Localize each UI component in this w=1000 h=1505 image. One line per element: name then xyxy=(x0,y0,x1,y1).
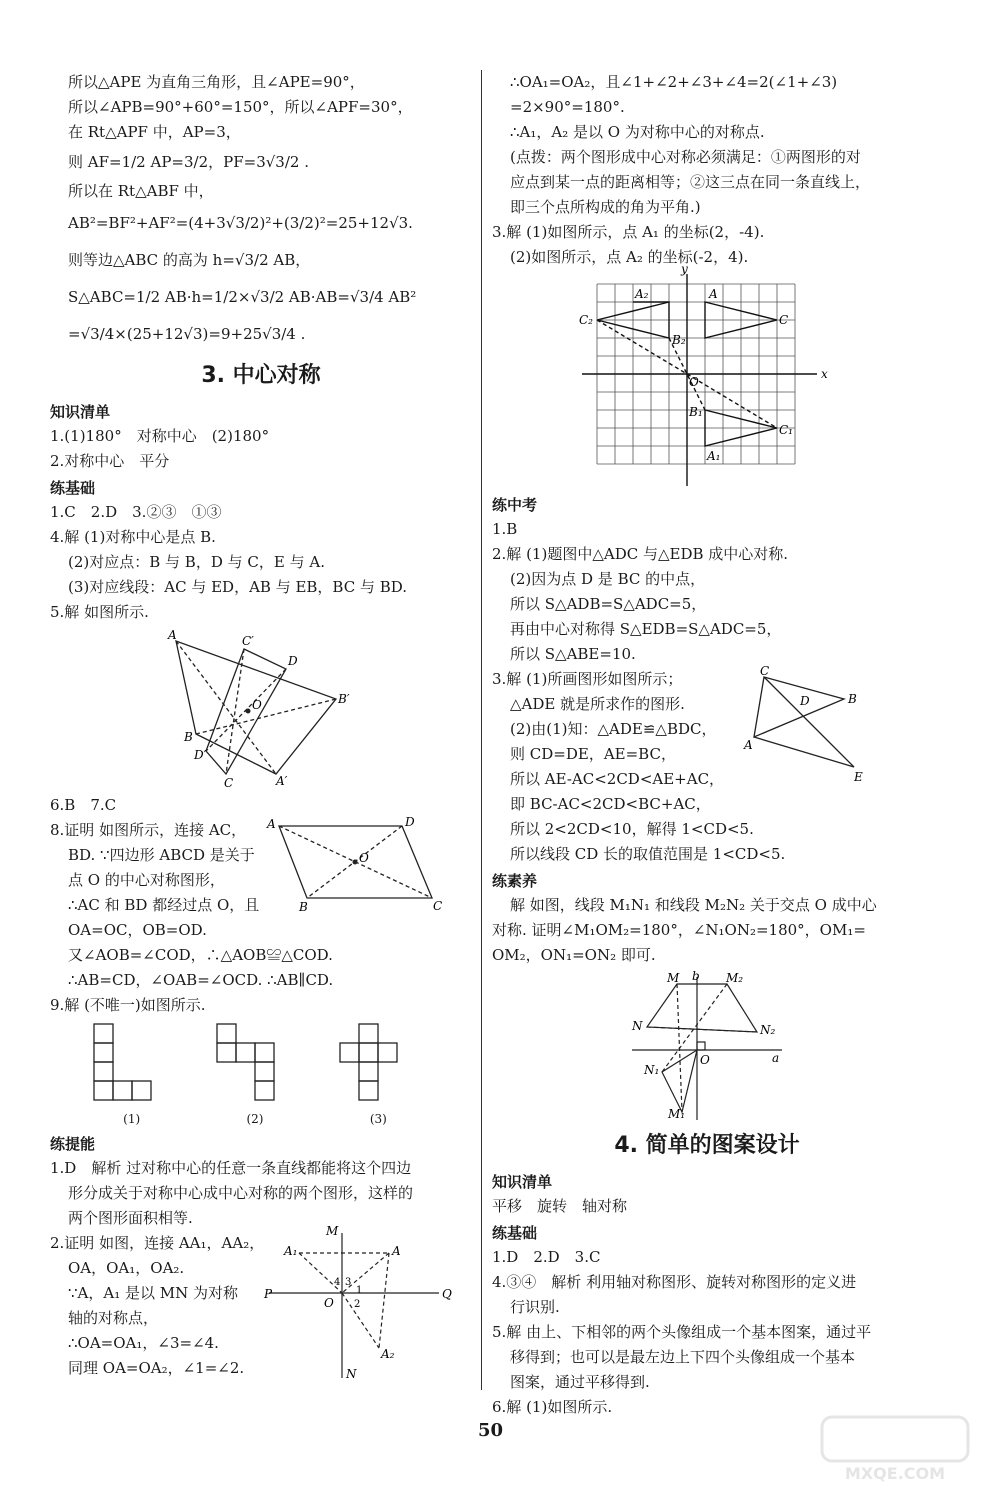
subsection-heading: 练基础 xyxy=(492,1224,538,1242)
figure-label: (3) xyxy=(369,1112,387,1126)
text-line: 所以 S△ABE=10. xyxy=(510,645,636,663)
svg-text:4: 4 xyxy=(334,1277,341,1288)
svg-text:E: E xyxy=(854,770,863,784)
svg-text:A: A xyxy=(744,738,753,752)
segment-symmetry-figure xyxy=(622,969,792,1122)
cube-net-1 xyxy=(92,1022,172,1102)
text-line: 即 BC-AC<2CD<BC+AC， xyxy=(510,795,711,813)
watermark-logo xyxy=(820,1415,970,1485)
text-line: 3.解 (1)所画图形如图所示； xyxy=(492,670,683,688)
page-number: 50 xyxy=(478,1420,504,1441)
cube-net-3 xyxy=(338,1022,418,1102)
svg-text:M: M xyxy=(667,971,680,985)
section-title: 3. 中心对称 xyxy=(201,363,321,388)
svg-text:C: C xyxy=(433,899,443,913)
text-line: BD. ∵四边形 ABCD 是关于 xyxy=(68,846,255,864)
axis-symmetry-figure xyxy=(264,1223,454,1383)
figure-label: (1) xyxy=(123,1112,141,1126)
svg-text:D: D xyxy=(288,654,298,668)
text-line: 2.对称中心 平分 xyxy=(50,452,170,470)
svg-text:C₁: C₁ xyxy=(779,423,793,437)
text-line: 2.证明 如图，连接 AA₁，AA₂， xyxy=(50,1234,265,1252)
svg-text:D: D xyxy=(800,694,810,708)
svg-text:b: b xyxy=(692,969,700,983)
text-line: ∴OA₁=OA₂，且∠1+∠2+∠3+∠4=2(∠1+∠3) xyxy=(510,73,838,91)
parallelogram-figure xyxy=(267,815,443,914)
svg-text:O: O xyxy=(359,851,370,865)
text-line: 6.B 7.C xyxy=(50,796,117,814)
text-line: 平移 旋转 轴对称 xyxy=(492,1197,628,1215)
cube-net-2 xyxy=(215,1022,295,1102)
text-line: ∴AB=CD，∠OAB=∠OCD. ∴AB∥CD. xyxy=(68,971,334,989)
text-line: 形分成关于对称中心成中心对称的两个图形，这样的 xyxy=(68,1184,414,1202)
svg-text:O: O xyxy=(700,1053,710,1067)
text-line: 行识别. xyxy=(510,1298,560,1316)
text-line: 轴的对称点， xyxy=(68,1309,159,1327)
section-title: 4. 简单的图案设计 xyxy=(614,1133,800,1158)
text-line: 1.D 解析 过对称中心的任意一条直线都能将这个四边 xyxy=(50,1159,412,1177)
text-line: 对称. 证明∠M₁OM₂=180°，∠N₁ON₂=180°，OM₁= xyxy=(492,921,866,939)
watermark-text: MXQE.COM xyxy=(844,1464,946,1483)
figure-label: (2) xyxy=(246,1112,264,1126)
text-line: 即三个点所构成的角为平角.) xyxy=(510,198,701,216)
text-line: 1.B xyxy=(492,520,518,538)
svg-text:C: C xyxy=(224,776,234,790)
svg-text:N: N xyxy=(632,1019,643,1033)
svg-text:a: a xyxy=(772,1051,780,1065)
svg-text:D′: D′ xyxy=(194,748,207,762)
svg-text:y: y xyxy=(681,262,688,276)
svg-text:A₁: A₁ xyxy=(284,1244,298,1258)
text-line: 点 O 的中心对称图形， xyxy=(68,871,225,889)
text-line: 解 如图，线段 M₁N₁ 和线段 M₂N₂ 关于交点 O 成中心 xyxy=(510,896,877,914)
svg-text:A: A xyxy=(709,287,718,301)
svg-text:A₁: A₁ xyxy=(707,449,721,463)
subsection-heading: 练素养 xyxy=(492,872,538,890)
svg-text:O: O xyxy=(689,375,699,389)
coordinate-grid-figure xyxy=(577,262,837,489)
text-line: =2×90°=180°. xyxy=(510,98,625,116)
text-line: AB²=BF²+AF²=(4+3√3/2)²+(3/2)²=25+12√3. xyxy=(68,214,413,232)
text-line: 所以线段 CD 长的取值范围是 1<CD<5. xyxy=(510,845,786,863)
svg-text:C₂: C₂ xyxy=(579,313,593,327)
svg-text:B₂: B₂ xyxy=(672,333,686,347)
text-line: 则等边△ABC 的高为 h=√3/2 AB， xyxy=(68,251,311,269)
text-line: ∵A，A₁ 是以 MN 为对称 xyxy=(68,1284,239,1302)
right-column xyxy=(492,70,922,1420)
svg-text:O: O xyxy=(324,1296,335,1310)
text-line: 1.(1)180° 对称中心 (2)180° xyxy=(50,427,270,445)
text-line: 5.解 如图所示. xyxy=(50,603,149,621)
text-line: (2)对应点：B 与 B，D 与 C，E 与 A. xyxy=(68,553,325,571)
text-line: 两个图形面积相等. xyxy=(68,1209,193,1227)
svg-text:A₂: A₂ xyxy=(635,287,649,301)
svg-text:A: A xyxy=(168,628,177,642)
text-line: 又∠AOB=∠COD，∴△AOB≌△COD. xyxy=(68,946,333,964)
text-line: OM₂，ON₁=ON₂ 即可. xyxy=(492,946,656,964)
svg-text:N: N xyxy=(346,1367,357,1381)
subsection-heading: 知识清单 xyxy=(50,403,111,421)
svg-text:B₁: B₁ xyxy=(689,405,703,419)
left-column xyxy=(50,70,472,1383)
text-line: 4.③④ 解析 利用轴对称图形、旋转对称图形的定义进 xyxy=(492,1273,857,1291)
svg-text:A: A xyxy=(267,817,276,831)
svg-text:B: B xyxy=(848,692,857,706)
text-line: (点拨：两个图形成中心对称必须满足：①两图形的对 xyxy=(510,148,861,166)
text-line: 8.证明 如图所示，连接 AC， xyxy=(50,821,247,839)
svg-text:C: C xyxy=(760,664,770,678)
svg-text:1: 1 xyxy=(356,1285,363,1296)
text-line: 所以 S△ADB=S△ADC=5， xyxy=(510,595,707,613)
svg-text:B: B xyxy=(184,730,193,744)
text-line: 所以 2<2CD<10，解得 1<CD<5. xyxy=(510,820,754,838)
text-line: 所以△APE 为直角三角形，且∠APE=90°， xyxy=(68,73,365,91)
text-line: △ADE 就是所求作的图形. xyxy=(510,695,685,713)
svg-text:B: B xyxy=(299,900,309,914)
subsection-heading: 知识清单 xyxy=(492,1173,553,1191)
cube-net-figures xyxy=(70,1022,440,1126)
svg-text:A₂: A₂ xyxy=(381,1347,395,1361)
svg-text:N₂: N₂ xyxy=(760,1023,776,1037)
text-line: (2)由(1)知：△ADE≌△BDC， xyxy=(510,720,717,738)
text-line: 2.解 (1)题图中△ADC 与△EDB 成中心对称. xyxy=(492,545,789,563)
svg-text:Q: Q xyxy=(442,1287,453,1301)
text-line: 所以 AE-AC<2CD<AE+AC， xyxy=(510,770,725,788)
subsection-heading: 练提能 xyxy=(50,1135,96,1153)
text-line: (2)如图所示，点 A₂ 的坐标(-2，4). xyxy=(510,248,749,266)
text-line: 在 Rt△APF 中，AP=3， xyxy=(68,123,241,141)
text-line: (2)因为点 D 是 BC 的中点， xyxy=(510,570,706,588)
svg-text:C′: C′ xyxy=(242,634,254,648)
text-line: 则 AF=1/2 AP=3/2，PF=3√3/2 . xyxy=(68,153,309,171)
text-line: 所以∠APB=90°+60°=150°，所以∠APF=30°， xyxy=(68,98,413,116)
text-line: ∴OA=OA₁，∠3=∠4. xyxy=(68,1334,219,1352)
text-line: 应点到某一点的距离相等；②这三点在同一条直线上， xyxy=(510,173,871,191)
text-line: 1.C 2.D 3.②③ ①③ xyxy=(50,503,222,521)
text-line: 5.解 由上、下相邻的两个头像组成一个基本图案，通过平 xyxy=(492,1323,872,1341)
svg-text:M: M xyxy=(326,1224,339,1238)
subsection-heading: 练中考 xyxy=(492,496,538,514)
svg-text:O: O xyxy=(252,698,262,712)
svg-text:C: C xyxy=(779,313,789,327)
svg-text:A′: A′ xyxy=(276,774,288,788)
text-line: 4.解 (1)对称中心是点 B. xyxy=(50,528,216,546)
subsection-heading: 练基础 xyxy=(50,479,96,497)
text-line: S△ABC=1/2 AB·h=1/2×√3/2 AB·AB=√3/4 AB² xyxy=(68,288,417,306)
svg-text:P: P xyxy=(264,1287,273,1301)
svg-text:x: x xyxy=(821,367,828,381)
text-line: 图案，通过平移得到. xyxy=(510,1373,650,1391)
text-line: ∴AC 和 BD 都经过点 O，且 xyxy=(68,896,260,914)
text-line: 移得到；也可以是最左边上下四个头像组成一个基本 xyxy=(510,1348,856,1366)
text-line: 6.解 (1)如图所示. xyxy=(492,1398,613,1416)
text-line: ∴A₁，A₂ 是以 O 为对称中心的对称点. xyxy=(510,123,765,141)
text-line: (3)对应线段：AC 与 ED，AB 与 EB，BC 与 BD. xyxy=(68,578,408,596)
text-line: 同理 OA=OA₂，∠1=∠2. xyxy=(68,1359,245,1377)
text-line: 所以在 Rt△ABF 中， xyxy=(68,182,214,200)
text-line: OA=OC，OB=OD. xyxy=(68,921,207,939)
text-line: 3.解 (1)如图所示，点 A₁ 的坐标(2，-4). xyxy=(492,223,765,241)
column-divider xyxy=(481,70,482,1390)
svg-text:A: A xyxy=(392,1244,401,1258)
svg-text:2: 2 xyxy=(354,1299,361,1310)
central-symmetry-figure xyxy=(166,629,356,789)
svg-text:D: D xyxy=(405,815,415,829)
svg-text:M₂: M₂ xyxy=(726,971,744,985)
svg-text:3: 3 xyxy=(345,1277,352,1288)
svg-text:M₁: M₁ xyxy=(668,1107,686,1121)
text-line: 1.D 2.D 3.C xyxy=(492,1248,601,1266)
triangle-figure xyxy=(734,664,874,787)
text-line: 则 CD=DE，AE=BC， xyxy=(510,745,676,763)
text-line: 9.解 (不唯一)如图所示. xyxy=(50,996,206,1014)
svg-text:B′: B′ xyxy=(338,692,350,706)
text-line: OA，OA₁，OA₂. xyxy=(68,1259,185,1277)
text-line: =√3/4×(25+12√3)=9+25√3/4 . xyxy=(68,325,306,343)
svg-text:N₁: N₁ xyxy=(644,1063,660,1077)
text-line: 再由中心对称得 S△EDB=S△ADC=5， xyxy=(510,620,782,638)
